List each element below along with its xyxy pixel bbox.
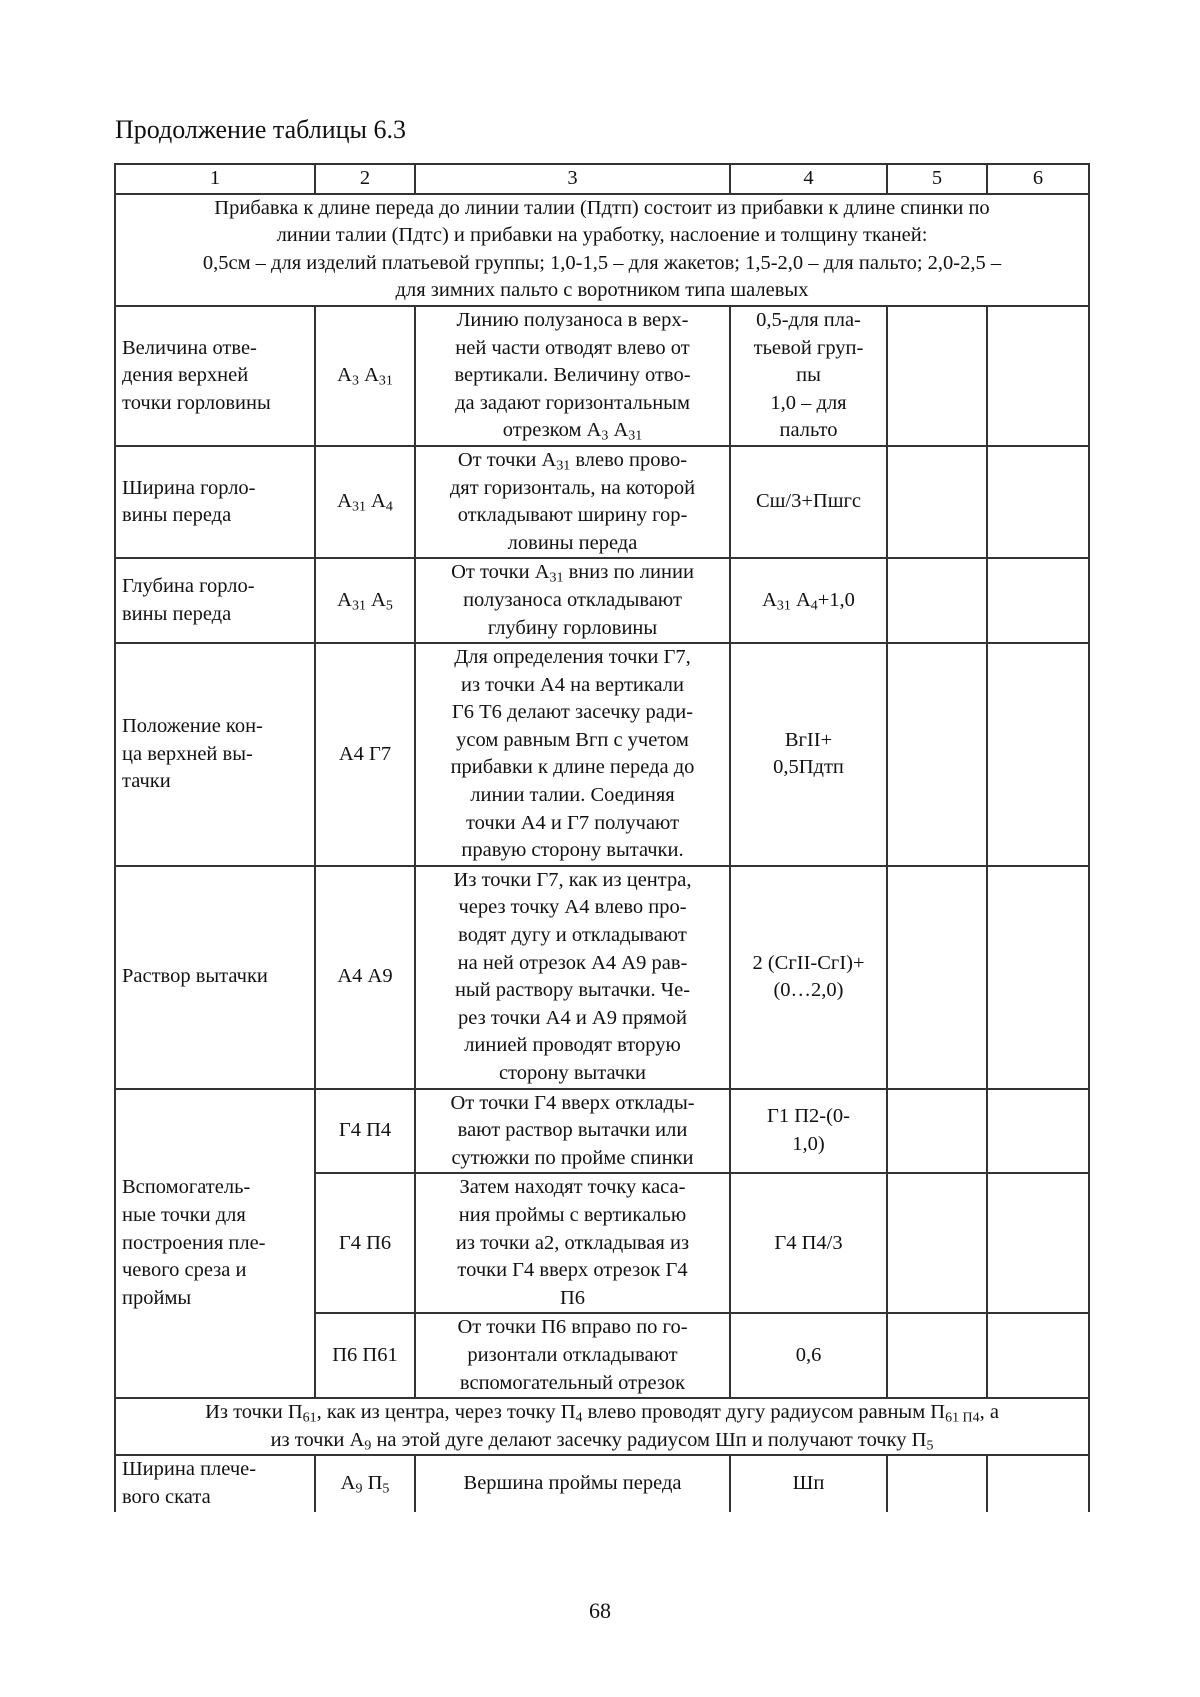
formula-cell: Сш/3+Пшгс <box>730 446 887 558</box>
note-row <box>115 1398 1089 1455</box>
table-caption: Продолжение таблицы 6.3 <box>115 115 406 144</box>
formula-cell: Шп <box>730 1455 887 1511</box>
empty-cell <box>987 1173 1089 1313</box>
segment-cell: $А_3$ $А_{31}$ <box>315 306 415 446</box>
empty-cell <box>887 1313 987 1398</box>
empty-cell <box>987 306 1089 446</box>
formula-cell: 2 (СгII-СгI)+ (0…2,0) <box>730 866 887 1089</box>
construction-table <box>114 163 1090 1512</box>
segment-cell: А4 Г7 <box>315 643 415 866</box>
empty-cell <box>887 1455 987 1511</box>
allowance-note <box>115 194 1089 306</box>
note-line: для зимних пальто с воротником типа шалевых <box>395 279 809 302</box>
description-cell: От точки $А_{31}$ влево прово- дят горизонталь, на которой откладывают ширину гор- ловины переда <box>415 446 730 558</box>
parameter-name: Ширина плече- вого ската <box>115 1455 315 1511</box>
formula-cell: 0,5-для пла- тьевой груп- пы 1,0 – для пальто <box>730 306 887 446</box>
segment-cell: Г4 П4 <box>315 1089 415 1174</box>
formula-cell: Г4 П4/3 <box>730 1173 887 1313</box>
table-row <box>115 306 1089 446</box>
segment-cell: $А_{31}$ $А_5$ <box>315 558 415 643</box>
description-cell: От точки Г4 вверх отклады- вают раствор вытачки или сутюжки по пройме спинки <box>415 1089 730 1174</box>
note-line: Прибавка к длине переда до линии талии (Пдтп) состоит из прибавки к длине спинки по <box>214 196 990 219</box>
empty-cell <box>987 643 1089 866</box>
empty-cell <box>887 446 987 558</box>
empty-cell <box>987 446 1089 558</box>
column-header: 1 <box>115 164 315 194</box>
note-row <box>115 194 1089 306</box>
parameter-name: Глубина горло- вины переда <box>115 558 315 643</box>
note-line: 0,5см – для изделий платьевой группы; 1,0-1,5 – для жакетов; 1,5-2,0 – для пальто; 2,0-2,5 – <box>202 251 1002 274</box>
column-header: 5 <box>887 164 987 194</box>
segment-cell: А4 А9 <box>315 866 415 1089</box>
note-line: линии талии (Пдтс) и прибавки на уработку, наслоение и толщину тканей: <box>276 224 928 247</box>
description-cell: Для определения точки Г7, из точки А4 на вертикали Г6 Т6 делают засечку ради- усом равным Вгп с учетом прибавки к длине переда до линии талии. Соединяя точки А4 и Г7 получают правую сторону вытачки. <box>415 643 730 866</box>
empty-cell <box>987 558 1089 643</box>
formula-cell: 0,6 <box>730 1313 887 1398</box>
empty-cell <box>887 306 987 446</box>
table-row <box>115 558 1089 643</box>
segment-cell: Г4 П6 <box>315 1173 415 1313</box>
description-cell: Вершина проймы переда <box>415 1455 730 1511</box>
parameter-name: Вспомогатель- ные точки для построения пле- чевого среза и проймы <box>115 1089 315 1399</box>
empty-cell <box>887 866 987 1089</box>
empty-cell <box>987 1089 1089 1174</box>
table-row <box>115 643 1089 866</box>
table-row <box>115 1089 1089 1174</box>
empty-cell <box>887 643 987 866</box>
description-cell: Линию полузаноса в верх- ней части отводят влево от вертикали. Величину отво- да задают горизонтальным отрезком $А_3$ $А_{31}$ <box>415 306 730 446</box>
formula-cell: Г1 П2-(0- 1,0) <box>730 1089 887 1174</box>
segment-cell: $А_{31}$ $А_4$ <box>315 446 415 558</box>
formula-cell: $А_{31}$ $А_4+1,0$ <box>730 558 887 643</box>
column-header: 3 <box>415 164 730 194</box>
empty-cell <box>887 558 987 643</box>
description-cell: Из точки Г7, как из центра, через точку А4 влево про- водят дугу и откладывают на ней отрезок А4 А9 рав- ный раствору вытачки. Че- рез точки А4 и А9 прямой линией проводят вторую сторону вытачки <box>415 866 730 1089</box>
parameter-name: Величина отве- дения верхней точки горловины <box>115 306 315 446</box>
empty-cell <box>887 1089 987 1174</box>
empty-cell <box>987 1455 1089 1511</box>
parameter-name: Ширина горло- вины переда <box>115 446 315 558</box>
table-row <box>115 446 1089 558</box>
table-row <box>115 1455 1089 1511</box>
empty-cell <box>887 1173 987 1313</box>
description-cell: Затем находят точку каса- ния проймы с вертикалью из точки а2, откладывая из точки Г4 вверх отрезок Г4 П6 <box>415 1173 730 1313</box>
column-header: 4 <box>730 164 887 194</box>
segment-cell: $А_9$ $П_5$ <box>315 1455 415 1511</box>
page-number: 68 <box>589 1598 611 1623</box>
parameter-name: Положение кон- ца верхней вы- тачки <box>115 643 315 866</box>
description-cell: От точки $А_{31}$ вниз по линии полузаноса откладывают глубину горловины <box>415 558 730 643</box>
empty-cell <box>987 866 1089 1089</box>
column-header: 6 <box>987 164 1089 194</box>
segment-cell: П6 П61 <box>315 1313 415 1398</box>
formula-cell: ВгII+ 0,5Пдтп <box>730 643 887 866</box>
column-number-row <box>115 164 1089 194</box>
description-cell: От точки П6 вправо по го- ризонтали откладывают вспомогательный отрезок <box>415 1313 730 1398</box>
parameter-name: Раствор вытачки <box>115 866 315 1089</box>
arc-note: Из точки $П_{61}$, как из центра, через точку $П_4$ влево проводят дугу радиусом равным $П_{61 П4}$, а из точки $А_9$ на этой дуге делают засечку радиусом Шп и получают точку $П_5$ <box>115 1398 1089 1455</box>
column-header: 2 <box>315 164 415 194</box>
table-row <box>115 866 1089 1089</box>
empty-cell <box>987 1313 1089 1398</box>
